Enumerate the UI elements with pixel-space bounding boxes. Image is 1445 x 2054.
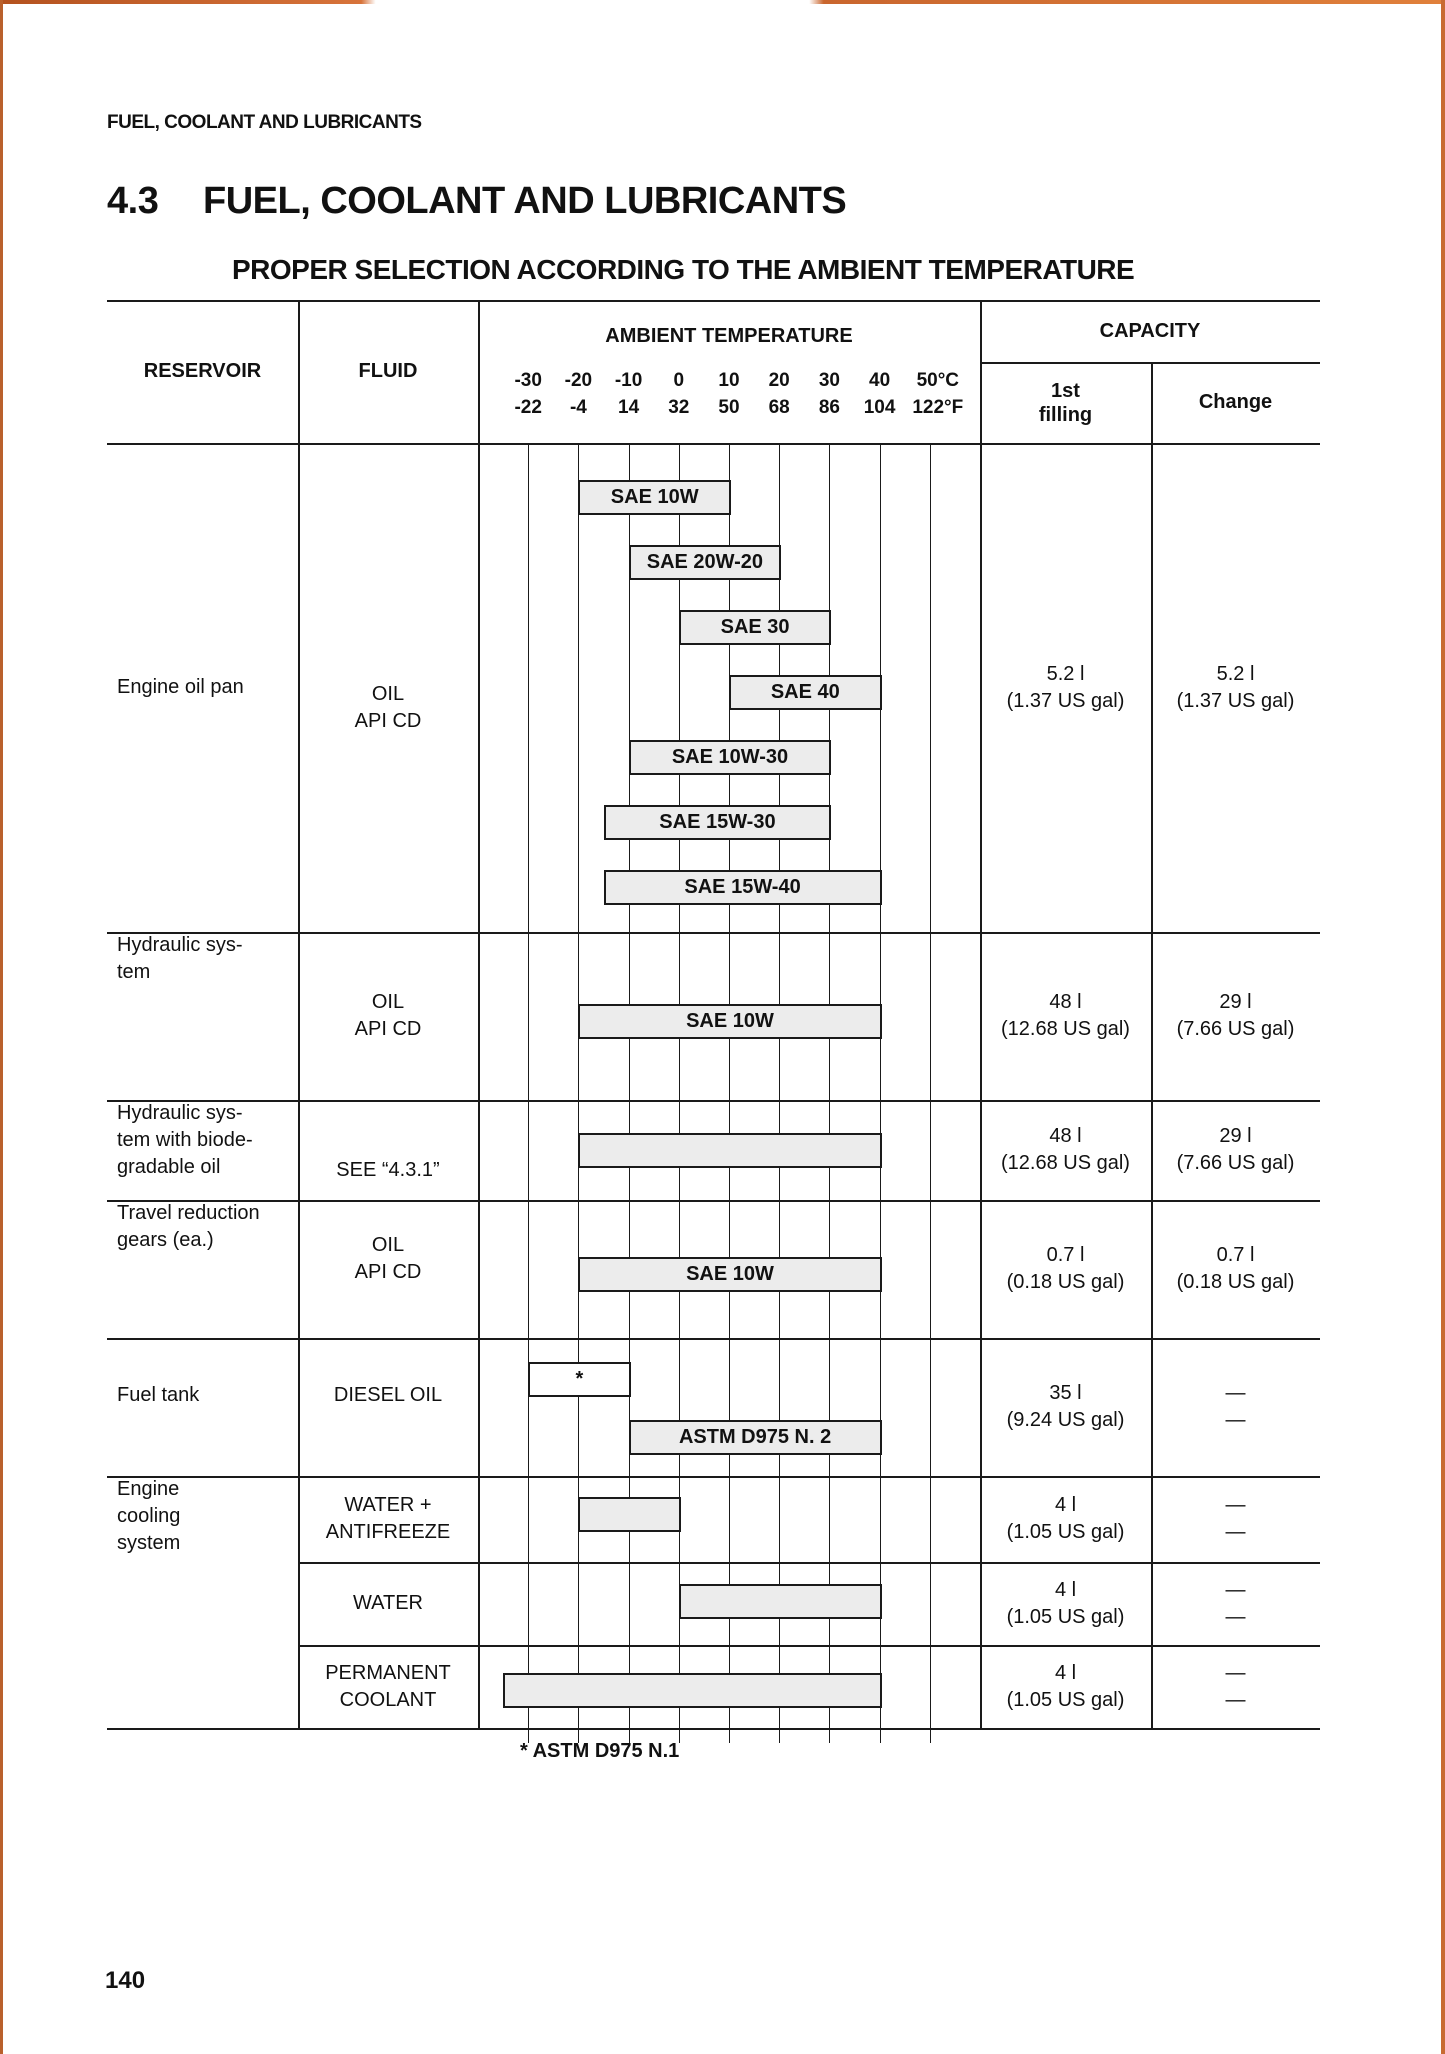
first-filling-cell	[980, 1562, 1151, 1645]
reservoir-fuel-tank: Fuel tank	[117, 1383, 200, 1406]
change-dash: —	[1225, 1382, 1246, 1404]
temperature-range-bar	[503, 1673, 882, 1708]
fluid-line1: PERMANENT	[325, 1661, 451, 1684]
reservoir-hydraulic-biodegradable	[107, 1100, 298, 1200]
bar-label: ASTM D975 N. 2	[678, 1426, 832, 1448]
header-capacity: CAPACITY	[1099, 319, 1201, 342]
change-dash: —	[1225, 1494, 1246, 1516]
page-edge-right	[1441, 0, 1445, 2054]
fahrenheit-tick-label: 104	[863, 397, 896, 418]
subtitle: PROPER SELECTION ACCORDING TO THE AMBIENT TEMPERATURE	[232, 254, 1135, 285]
temperature-range-bar	[578, 1004, 881, 1039]
fluid-water: WATER	[353, 1592, 423, 1614]
running-head: FUEL, COOLANT AND LUBRICANTS	[107, 112, 422, 133]
temperature-range-bar	[578, 1257, 881, 1292]
temperature-range-bar	[604, 870, 882, 905]
celsius-tick-label: 30	[818, 370, 840, 391]
first-filling-gallons: (1.05 US gal)	[1006, 1521, 1125, 1543]
change-liters: 5.2 l	[1216, 662, 1255, 685]
fluid-cell	[298, 443, 478, 932]
first-filling-cell	[980, 932, 1151, 1100]
temperature-range-bar	[578, 1133, 881, 1168]
header-first-filling-line2: filling	[1038, 403, 1093, 426]
reservoir-line3: system	[117, 1532, 181, 1554]
change-cell	[1151, 932, 1320, 1100]
fahrenheit-tick-label: 14	[618, 397, 640, 418]
first-filling-gallons: (1.05 US gal)	[1006, 1605, 1125, 1628]
fahrenheit-tick-label: -22	[514, 397, 542, 418]
reservoir-line2: gears (ea.)	[117, 1229, 214, 1251]
change-dash: —	[1225, 1578, 1246, 1601]
change-dash: —	[1225, 1409, 1246, 1431]
fluid-diesel-oil: DIESEL OIL	[333, 1383, 443, 1406]
footnote: * ASTM D975 N.1	[520, 1740, 680, 1762]
fahrenheit-tick-label: 50	[718, 397, 740, 418]
bar-label: SAE 30	[720, 616, 790, 638]
celsius-tick-label: -20	[564, 370, 593, 391]
fahrenheit-tick-label: 86	[818, 397, 840, 418]
header-change: Change	[1198, 391, 1273, 413]
temperature-range-bar	[528, 1362, 630, 1397]
bar-label: SAE 10W	[686, 1263, 774, 1285]
reservoir-line1: Hydraulic sys-	[117, 1102, 243, 1124]
first-filling-liters: 0.7 l	[1046, 1244, 1085, 1266]
first-filling-liters: 5.2 l	[1046, 662, 1085, 685]
celsius-tick-label: 50°C	[916, 370, 960, 391]
first-filling-cell	[980, 443, 1151, 932]
change-cell	[1151, 1338, 1320, 1476]
fluid-cell	[298, 1200, 478, 1338]
fluid-line1: WATER +	[344, 1494, 432, 1516]
header-fluid: FLUID	[358, 360, 418, 382]
reservoir-line3: gradable oil	[117, 1156, 221, 1178]
temperature-gridline	[528, 443, 529, 1743]
reservoir-line2: cooling	[117, 1505, 181, 1527]
first-filling-liters: 4 l	[1054, 1578, 1077, 1601]
bar-label: SAE 10W	[686, 1010, 774, 1032]
section-title-text: FUEL, COOLANT AND LUBRICANTS	[203, 180, 847, 222]
first-filling-liters: 4 l	[1054, 1661, 1077, 1684]
temperature-range-bar	[629, 1420, 882, 1455]
change-cell	[1151, 1476, 1320, 1562]
bar-label: SAE 10W-30	[671, 746, 789, 768]
temperature-range-bar	[578, 480, 731, 515]
fluid-line1: OIL	[371, 1234, 405, 1256]
temperature-range-bar	[578, 1497, 680, 1532]
change-liters: 0.7 l	[1216, 1244, 1255, 1266]
table-rule-bottom	[107, 1728, 1320, 1730]
first-filling-liters: 48 l	[1049, 991, 1082, 1013]
fahrenheit-tick-label: 122°F	[912, 397, 964, 418]
temperature-range-bar	[604, 805, 832, 840]
change-dash: —	[1225, 1521, 1246, 1543]
temperature-gridline	[629, 443, 630, 1743]
first-filling-gallons: (12.68 US gal)	[1001, 1018, 1130, 1040]
first-filling-cell	[980, 1645, 1151, 1728]
temperature-range-bar	[679, 1584, 882, 1619]
temperature-range-bar	[679, 610, 832, 645]
first-filling-gallons: (9.24 US gal)	[1006, 1409, 1125, 1431]
bar-label: *	[575, 1368, 584, 1390]
fluid-cell	[298, 932, 478, 1100]
change-cell	[1151, 1645, 1320, 1728]
first-filling-gallons: (0.18 US gal)	[1006, 1271, 1125, 1293]
reservoir-line2: tem with biode-	[117, 1129, 253, 1151]
header-ambient-temperature: AMBIENT TEMPERATURE	[605, 324, 853, 347]
change-gallons: (0.18 US gal)	[1176, 1271, 1295, 1293]
fluid-permanent-coolant	[298, 1645, 478, 1728]
change-gallons: (1.37 US gal)	[1176, 689, 1295, 712]
temperature-range-bar	[629, 740, 832, 775]
temperature-gridline	[930, 443, 931, 1743]
header-first-filling-line1: 1st	[1051, 379, 1080, 402]
bar-label: SAE 40	[770, 681, 840, 703]
page-edge-top	[0, 0, 1445, 4]
fahrenheit-tick-label: -4	[569, 397, 587, 418]
reservoir-line1: Hydraulic sys-	[117, 934, 243, 956]
fluid-line2: API CD	[354, 1018, 422, 1040]
reservoir-hydraulic-system	[107, 932, 298, 1100]
bar-label: SAE 15W-40	[684, 876, 801, 898]
column-rule	[478, 300, 480, 1728]
fluid-line2: API CD	[354, 709, 422, 732]
temperature-gridline	[578, 443, 579, 1743]
reservoir-engine-oil-pan: Engine oil pan	[117, 676, 244, 698]
celsius-tick-label: -10	[614, 370, 643, 391]
header-reservoir: RESERVOIR	[143, 360, 262, 382]
first-filling-gallons: (12.68 US gal)	[1001, 1152, 1130, 1174]
first-filling-gallons: (1.05 US gal)	[1006, 1688, 1125, 1711]
fluid-line1: OIL	[371, 991, 405, 1013]
reservoir-line1: Travel reduction	[117, 1202, 260, 1224]
reservoir-line1: Engine	[117, 1478, 180, 1500]
fluid-line1: OIL	[371, 682, 405, 705]
change-dash: —	[1225, 1688, 1246, 1711]
fahrenheit-tick-label: 32	[668, 397, 690, 418]
celsius-tick-label: 40	[869, 370, 891, 391]
change-liters: 29 l	[1219, 1125, 1252, 1147]
celsius-tick-label: 0	[673, 370, 685, 391]
fluid-see-reference: SEE “4.3.1”	[336, 1158, 440, 1181]
temperature-range-bar	[729, 675, 882, 710]
change-cell	[1151, 1562, 1320, 1645]
celsius-tick-label: 10	[718, 370, 740, 391]
first-filling-cell	[980, 1338, 1151, 1476]
fluid-water-antifreeze	[298, 1476, 478, 1562]
change-gallons: (7.66 US gal)	[1176, 1018, 1295, 1040]
celsius-tick-label: -30	[514, 370, 542, 391]
temperature-range-bar	[629, 545, 782, 580]
reservoir-travel-reduction-gears	[107, 1200, 298, 1338]
fahrenheit-scale	[0, 397, 1445, 421]
change-dash: —	[1225, 1661, 1246, 1684]
change-cell	[1151, 443, 1320, 932]
section-number: 4.3	[107, 180, 159, 222]
celsius-scale	[0, 370, 1445, 394]
bar-label: SAE 20W-20	[646, 551, 764, 573]
reservoir-engine-cooling-system	[107, 1476, 298, 1728]
first-filling-gallons: (1.37 US gal)	[1006, 689, 1125, 712]
page-edge-left	[0, 0, 3, 2054]
first-filling-cell	[980, 1100, 1151, 1200]
fluid-line2: ANTIFREEZE	[325, 1521, 451, 1543]
fluid-line2: COOLANT	[339, 1688, 437, 1711]
bar-label: SAE 10W	[610, 486, 699, 508]
celsius-tick-label: 20	[768, 370, 790, 391]
fluid-line2: API CD	[354, 1261, 422, 1283]
page-number: 140	[105, 1967, 146, 1994]
change-cell	[1151, 1200, 1320, 1338]
change-liters: 29 l	[1219, 991, 1252, 1013]
first-filling-cell	[980, 1476, 1151, 1562]
fahrenheit-tick-label: 68	[768, 397, 790, 418]
section-title	[107, 180, 846, 223]
first-filling-liters: 35 l	[1049, 1382, 1082, 1404]
first-filling-liters: 48 l	[1049, 1125, 1082, 1147]
first-filling-liters: 4 l	[1054, 1494, 1077, 1516]
reservoir-line2: tem	[117, 961, 151, 983]
change-cell	[1151, 1100, 1320, 1200]
bar-label: SAE 15W-30	[659, 811, 776, 833]
first-filling-cell	[980, 1200, 1151, 1338]
temperature-gridline	[880, 443, 881, 1743]
change-dash: —	[1225, 1605, 1246, 1628]
change-gallons: (7.66 US gal)	[1176, 1152, 1295, 1174]
